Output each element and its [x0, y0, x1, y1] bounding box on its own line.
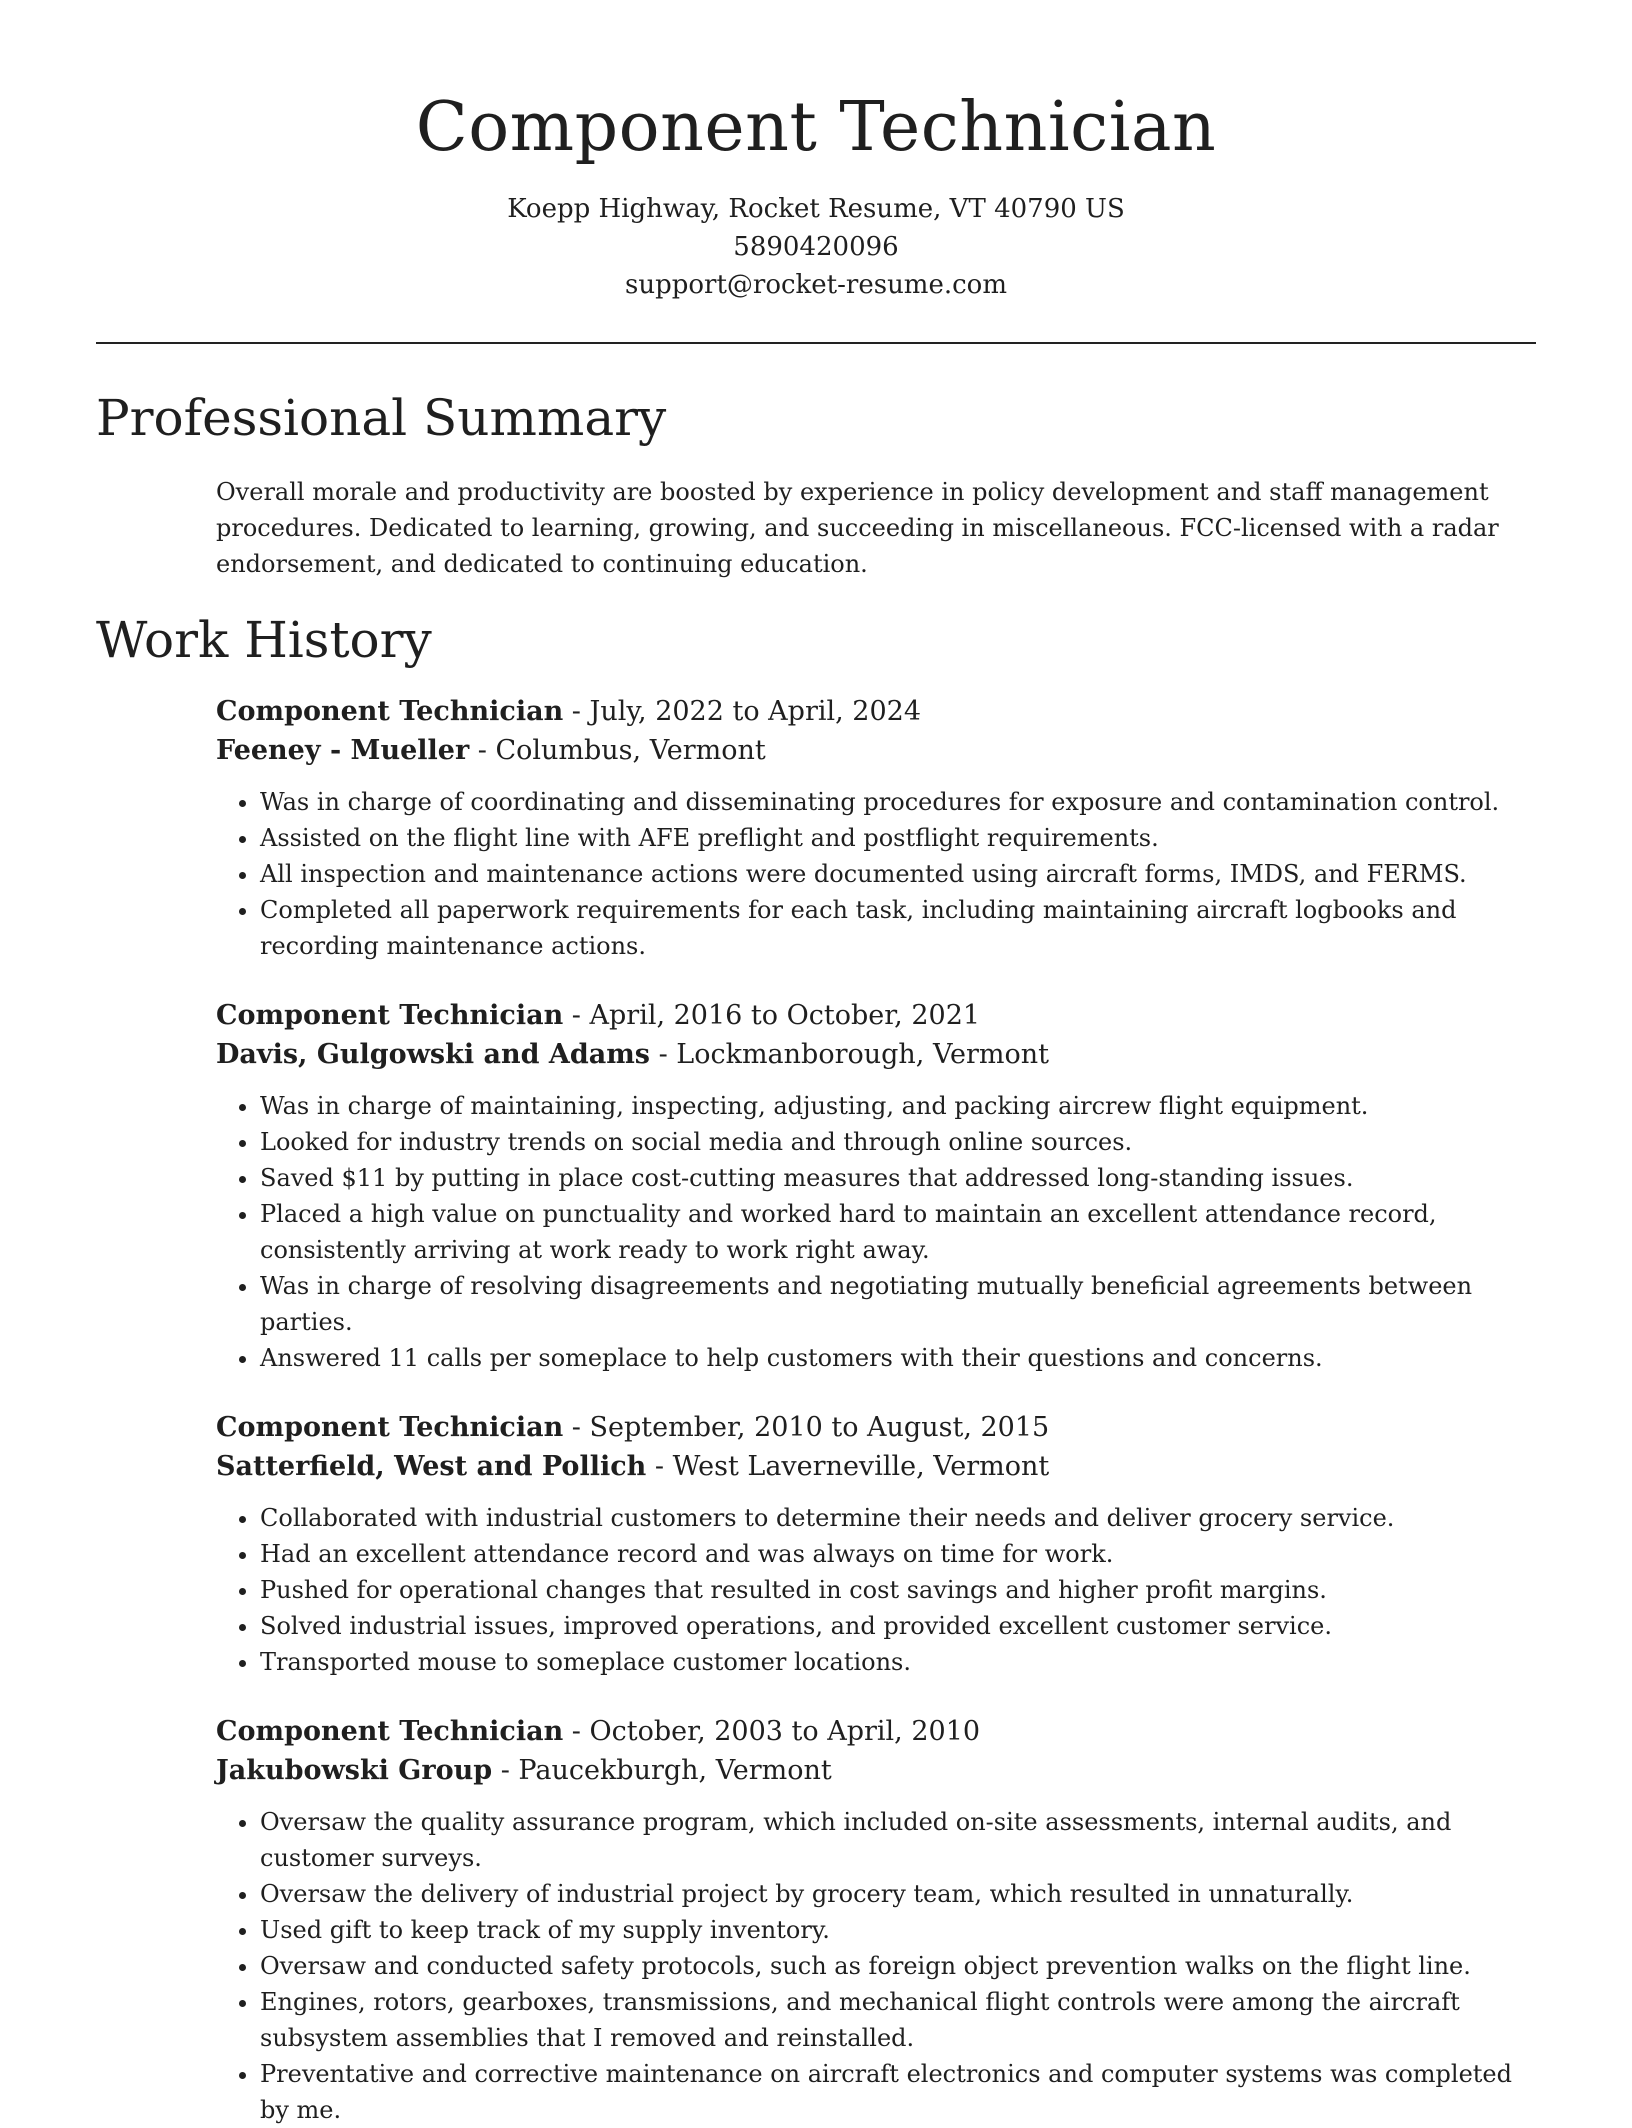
job-location: - West Laverneville, Vermont — [646, 1451, 1050, 1482]
job-bullet-list — [216, 784, 1536, 964]
job-bullet: • Engines, rotors, gearboxes, transmissions, and mechanical flight controls were among the aircraft subsystem assemblies that I removed and reinstalled. — [260, 1984, 1536, 2056]
job-bullet: • Used gift to keep track of my supply inventory. — [260, 1912, 1536, 1948]
job-bullet: • Completed all paperwork requirements for each task, including maintaining aircraft logbooks and recording maintenance actions. — [260, 892, 1536, 964]
job-title-line — [216, 692, 1536, 731]
job-company: Feeney - Mueller — [216, 735, 470, 766]
job-location: - Columbus, Vermont — [469, 735, 766, 766]
job-bullet: • Preventative and corrective maintenance on aircraft electronics and computer systems was completed by me. — [260, 2056, 1536, 2128]
job-company-line — [216, 731, 1536, 770]
job-entry — [216, 1712, 1536, 2128]
job-bullet: • Was in charge of coordinating and disseminating procedures for exposure and contamination control. — [260, 784, 1536, 820]
job-dates: - April, 2016 to October, 2021 — [563, 1000, 981, 1031]
job-title-line — [216, 1408, 1536, 1447]
job-bullet: • Collaborated with industrial customers to determine their needs and deliver grocery service. — [260, 1500, 1536, 1536]
job-company: Satterfield, West and Pollich — [216, 1451, 647, 1482]
job-company-line — [216, 1751, 1536, 1790]
summary-text: Overall morale and productivity are boosted by experience in policy development and staff management procedures. Dedicated to learning, growing, and succeeding in miscellaneous. FCC-licensed with a radar endorsement, and dedicated to continuing education. — [216, 478, 1499, 578]
job-title: Component Technician — [216, 1716, 564, 1747]
job-bullet: • Placed a high value on punctuality and worked hard to maintain an excellent attendance record, consistently arriving at work ready to work right away. — [260, 1196, 1536, 1268]
job-title-line — [216, 996, 1536, 1035]
job-company: Jakubowski Group — [216, 1755, 493, 1786]
job-bullet: • Had an excellent attendance record and was always on time for work. — [260, 1536, 1536, 1572]
job-title: Component Technician — [216, 1000, 564, 1031]
contact-address: Koepp Highway, Rocket Resume, VT 40790 US — [507, 194, 1125, 224]
job-dates: - October, 2003 to April, 2010 — [563, 1716, 981, 1747]
contact-email: support@rocket-resume.com — [624, 270, 1007, 300]
job-bullet-list — [216, 1088, 1536, 1376]
resume-header — [96, 86, 1536, 304]
job-entry — [216, 692, 1536, 964]
job-title-line — [216, 1712, 1536, 1751]
job-bullet: • All inspection and maintenance actions were documented using aircraft forms, IMDS, and FERMS. — [260, 856, 1536, 892]
job-title: Component Technician — [216, 1412, 564, 1443]
job-bullet: • Looked for industry trends on social media and through online sources. — [260, 1124, 1536, 1160]
job-bullet: • Saved $11 by putting in place cost-cutting measures that addressed long-standing issues. — [260, 1160, 1536, 1196]
job-bullet-list — [216, 1804, 1536, 2128]
job-bullet: • Oversaw the quality assurance program, which included on-site assessments, internal audits, and customer surveys. — [260, 1804, 1536, 1876]
job-bullet: • Oversaw and conducted safety protocols, such as foreign object prevention walks on the flight line. — [260, 1948, 1536, 1984]
job-bullet: • Answered 11 calls per someplace to help customers with their questions and concerns. — [260, 1340, 1536, 1376]
job-bullet: • Oversaw the delivery of industrial project by grocery team, which resulted in unnaturally. — [260, 1876, 1536, 1912]
job-company: Davis, Gulgowski and Adams — [216, 1039, 650, 1070]
job-bullet: • Was in charge of maintaining, inspecting, adjusting, and packing aircrew flight equipment. — [260, 1088, 1536, 1124]
job-company-line — [216, 1447, 1536, 1486]
job-location: - Lockmanborough, Vermont — [650, 1039, 1049, 1070]
job-bullet: • Solved industrial issues, improved operations, and provided excellent customer service. — [260, 1608, 1536, 1644]
job-location: - Paucekburgh, Vermont — [492, 1755, 832, 1786]
summary-section-title: Professional Summary — [96, 389, 667, 447]
job-company-line — [216, 1035, 1536, 1074]
job-bullet: • Pushed for operational changes that resulted in cost savings and higher profit margins. — [260, 1572, 1536, 1608]
job-dates: - September, 2010 to August, 2015 — [563, 1412, 1050, 1443]
candidate-name: Component Technician — [415, 88, 1217, 167]
job-entry — [216, 1408, 1536, 1680]
work-history-list — [96, 692, 1536, 2128]
job-bullet-list — [216, 1500, 1536, 1680]
header-divider — [96, 342, 1536, 344]
contact-phone: 5890420096 — [733, 232, 899, 262]
job-entry — [216, 996, 1536, 1376]
contact-block — [96, 190, 1536, 304]
job-dates: - July, 2022 to April, 2024 — [563, 696, 922, 727]
job-bullet: • Transported mouse to someplace customer locations. — [260, 1644, 1536, 1680]
work-history-section-title: Work History — [96, 611, 432, 669]
job-bullet: • Assisted on the flight line with AFE preflight and postflight requirements. — [260, 820, 1536, 856]
job-title: Component Technician — [216, 696, 564, 727]
job-bullet: • Was in charge of resolving disagreements and negotiating mutually beneficial agreements between parties. — [260, 1268, 1536, 1340]
